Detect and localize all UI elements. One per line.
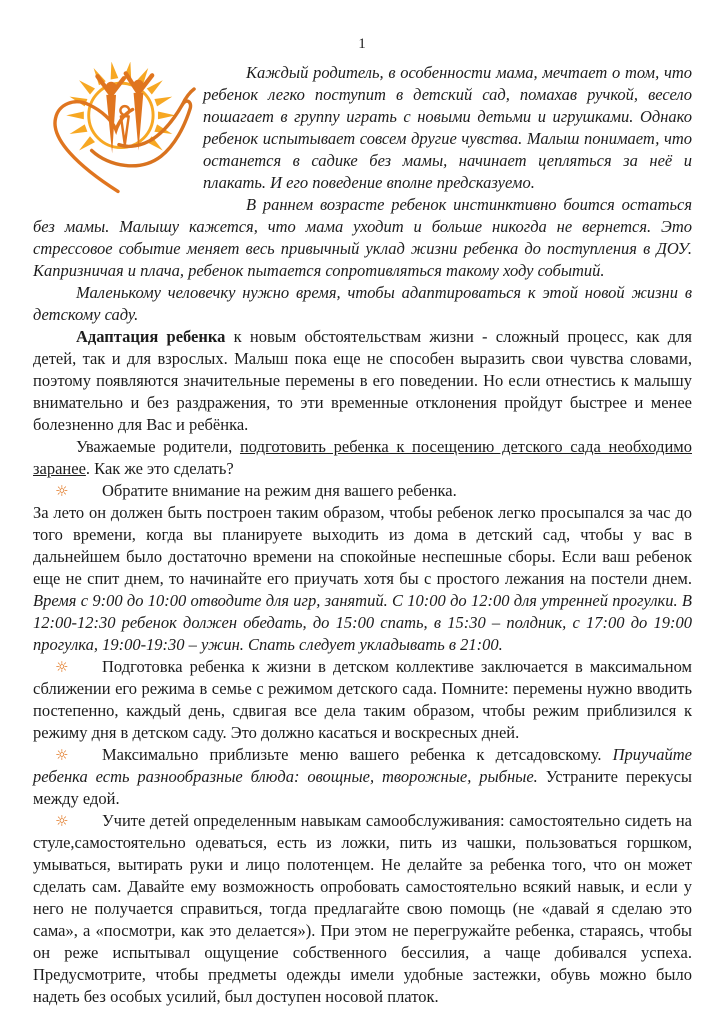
sun-bullet-icon: ☼ [55,812,69,830]
text-run: . Как же это сделать? [85,459,234,478]
text-run: Подготовка ребенка к жизни в детском коллективе заключается в максимальном сближении его режима в семье с режимом детского сада. Помните: перемены нужно вводить постепенно, каждый день, сдвигая все дела таким образом, чтобы режим приблизился к режиму дня в детском саду. Это должно касаться и воскресных дней. [33,657,692,742]
kindergarten-logo [37,62,197,198]
sun-bullet-icon: ☼ [55,746,69,764]
text-run: Каждый родитель, в особенности мама, мечтает о том, что ребенок легко поступит в детский сад, помахав ручкой, весело пошагает в группу играть с новыми детьми и игрушками. Однако ребенок испытывает совсем другие чувства. Малыш понимает, что останется в садике без мамы, начинает цепляться за неё и плакать. И его поведение вполне предсказуемо. [203,63,692,192]
text-run: Обратите внимание на режим дня вашего ребенка. [102,481,457,500]
paragraph [33,194,692,282]
text-run: Максимально приблизьте меню вашего ребенка к детсадовскому. [102,745,613,764]
text-run: За лето он должен быть построен таким образом, чтобы ребенок легко просыпался за час до того времени, когда вы планируете выходить из дома в детский сад, чтобы у вас в дальнейшем было достаточно времени на спокойные неспешные сборы. Если ваш ребенок еще не спит днем, то начинайте его приучать хотя бы с простого лежания на постели днем. [33,503,692,588]
text-run: В раннем возрасте ребенок инстинктивно боится остаться без мамы. Малышу кажется, что мама уходит и больше никогда не вернется. Это стрессовое событие меняет весь привычный уклад жизни ребенка до поступления в ДОУ. Капризничая и плача, ребенок пытается сопротивляться такому ходу событий. [33,195,692,280]
sun-bullet-icon: ☼ [55,658,69,676]
bullet-paragraph [33,810,692,1008]
paragraph [33,326,692,436]
page-number: 1 [358,36,366,52]
text-run: к новым обстоятельствам жизни - сложный процесс, как для детей, так и для взрослых. Малыш пока еще не способен выразить свои чувства словами, поэтому появляются значительные перемены в его поведении. Но если отнестись к малышу внимательно и без раздражения, то эти временные отклонения пройдут быстрее и менее болезненно для Вас и ребёнка. [33,327,692,434]
logo-graphic [37,62,197,198]
text-run: Время с 9:00 до 10:00 отводите для игр, занятий. С 10:00 до 12:00 для утренней прогулки. В 12:00-12:30 ребенок должен обедать, до 15:00 спать, в 15:30 – полдник, с 17:00 до 19:00 прогулка, 19:00-19:30 – ужин. Спать следует укладывать в 21:00. [33,591,692,654]
sun-bullet-icon: ☼ [55,482,69,500]
text-run: Уважаемые родители, [76,437,240,456]
bullet-paragraph [33,480,692,502]
text-run: Адаптация ребенка [76,327,226,346]
paragraph [33,502,692,656]
paragraph [33,436,692,480]
bullet-paragraph [33,744,692,810]
paragraph [33,282,692,326]
text-run: Устраните перекусы между едой. [33,767,692,808]
text-run: Учите детей определенным навыкам самообслуживания: самостоятельно сидеть на стуле,самостоятельно одеваться, есть из ложки, пить из чашки, пользоваться горшком, умываться, вытирать руки и лицо полотенцем. Не делайте за ребенка того, что он может сделать сам. Давайте ему возможность опробовать самостоятельно всякий навык, и если у него не получается справиться, тогда предлагайте свою помощь (не «давай я сделаю это сама», а «посмотри, как это делается»). При этом не перегружайте ребенка, стараясь, чтобы он реже испытывал ощущение собственного бессилия, а чаще добивался успеха. Предусмотрите, чтобы предметы одежды имели удобные застежки, обувь можно было надеть без особых усилий, был доступен носовой платок. [33,811,692,1006]
text-run: Маленькому человечку нужно время, чтобы адаптироваться к этой новой жизни в детскому саду. [33,283,692,324]
bullet-paragraph [33,656,692,744]
text-run: Приучайте ребенка есть разнообразные блюда: овощные, творожные, рыбные. [33,745,692,786]
document-body [33,62,692,1008]
text-run: подготовить ребенка к посещению детского сада необходимо заранее [33,437,692,478]
